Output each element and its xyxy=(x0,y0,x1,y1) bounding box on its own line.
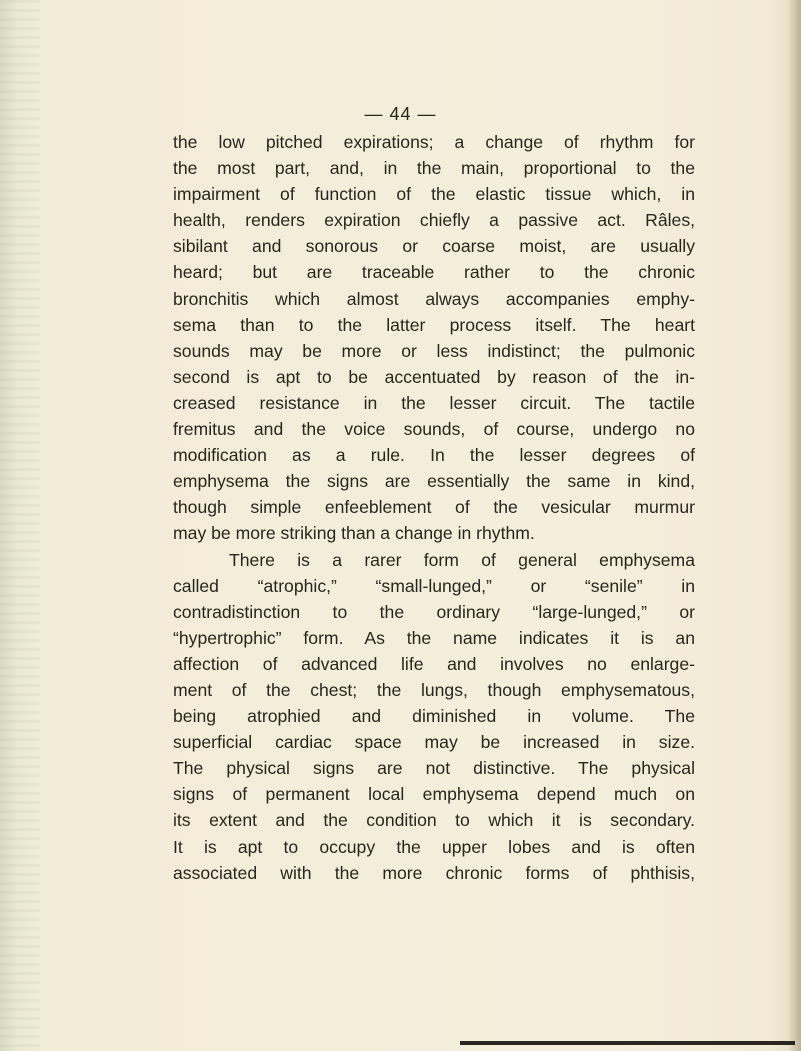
text-line: affection of advanced life and involves no enlarge- xyxy=(173,653,695,674)
text-line: its extent and the condition to which it is secondary. xyxy=(173,810,695,831)
text-line: “hypertrophic” form. As the name indicates it is an xyxy=(173,627,695,648)
text-line: fremitus and the voice sounds, of course, undergo no xyxy=(173,419,695,440)
text-line: being atrophied and diminished in volume. The xyxy=(173,706,695,727)
text-line: signs of permanent local emphysema depend much on xyxy=(173,784,695,805)
text-line: sibilant and sonorous or coarse moist, are usually xyxy=(173,236,695,257)
text-line: There is a rarer form of general emphysema xyxy=(229,549,695,570)
text-line: health, renders expiration chiefly a passive act. Râles, xyxy=(173,210,695,231)
bottom-edge-rule xyxy=(460,1041,795,1045)
text-line: The physical signs are not distinctive. The physical xyxy=(173,758,695,779)
text-line: superficial cardiac space may be increased in size. xyxy=(173,732,695,753)
page-number: — 44 — xyxy=(364,104,437,124)
text-line: impairment of function of the elastic tissue which, in xyxy=(173,184,695,205)
text-line: bronchitis which almost always accompanies emphy- xyxy=(173,288,695,309)
page-left-edge xyxy=(0,0,40,1051)
text-line: though simple enfeeblement of the vesicular murmur xyxy=(173,497,695,518)
text-line: modification as a rule. In the lesser degrees of xyxy=(173,445,695,466)
text-line: heard; but are traceable rather to the chronic xyxy=(173,262,695,283)
text-line: the most part, and, in the main, proportional to the xyxy=(173,158,695,179)
text-line: contradistinction to the ordinary “large-lunged,” or xyxy=(173,601,695,622)
text-line: sema than to the latter process itself. The heart xyxy=(173,314,695,335)
text-line: emphysema the signs are essentially the same in kind, xyxy=(173,471,695,492)
text-line: called “atrophic,” “small-lunged,” or “senile” in xyxy=(173,575,695,596)
text-line: may be more striking than a change in rhythm. xyxy=(173,523,535,544)
text-line: the low pitched expirations; a change of rhythm for xyxy=(173,132,695,152)
text-line: associated with the more chronic forms of phthisis, xyxy=(173,862,695,883)
text-line: creased resistance in the lesser circuit. The tactile xyxy=(173,392,695,413)
text-line: It is apt to occupy the upper lobes and is often xyxy=(173,836,695,857)
text-line: second is apt to be accentuated by reason of the in- xyxy=(173,366,695,387)
body-text xyxy=(173,129,695,886)
text-line: ment of the chest; the lungs, though emphysematous, xyxy=(173,679,695,700)
page-right-edge xyxy=(789,0,801,1051)
text-line: sounds may be more or less indistinct; the pulmonic xyxy=(173,340,695,361)
